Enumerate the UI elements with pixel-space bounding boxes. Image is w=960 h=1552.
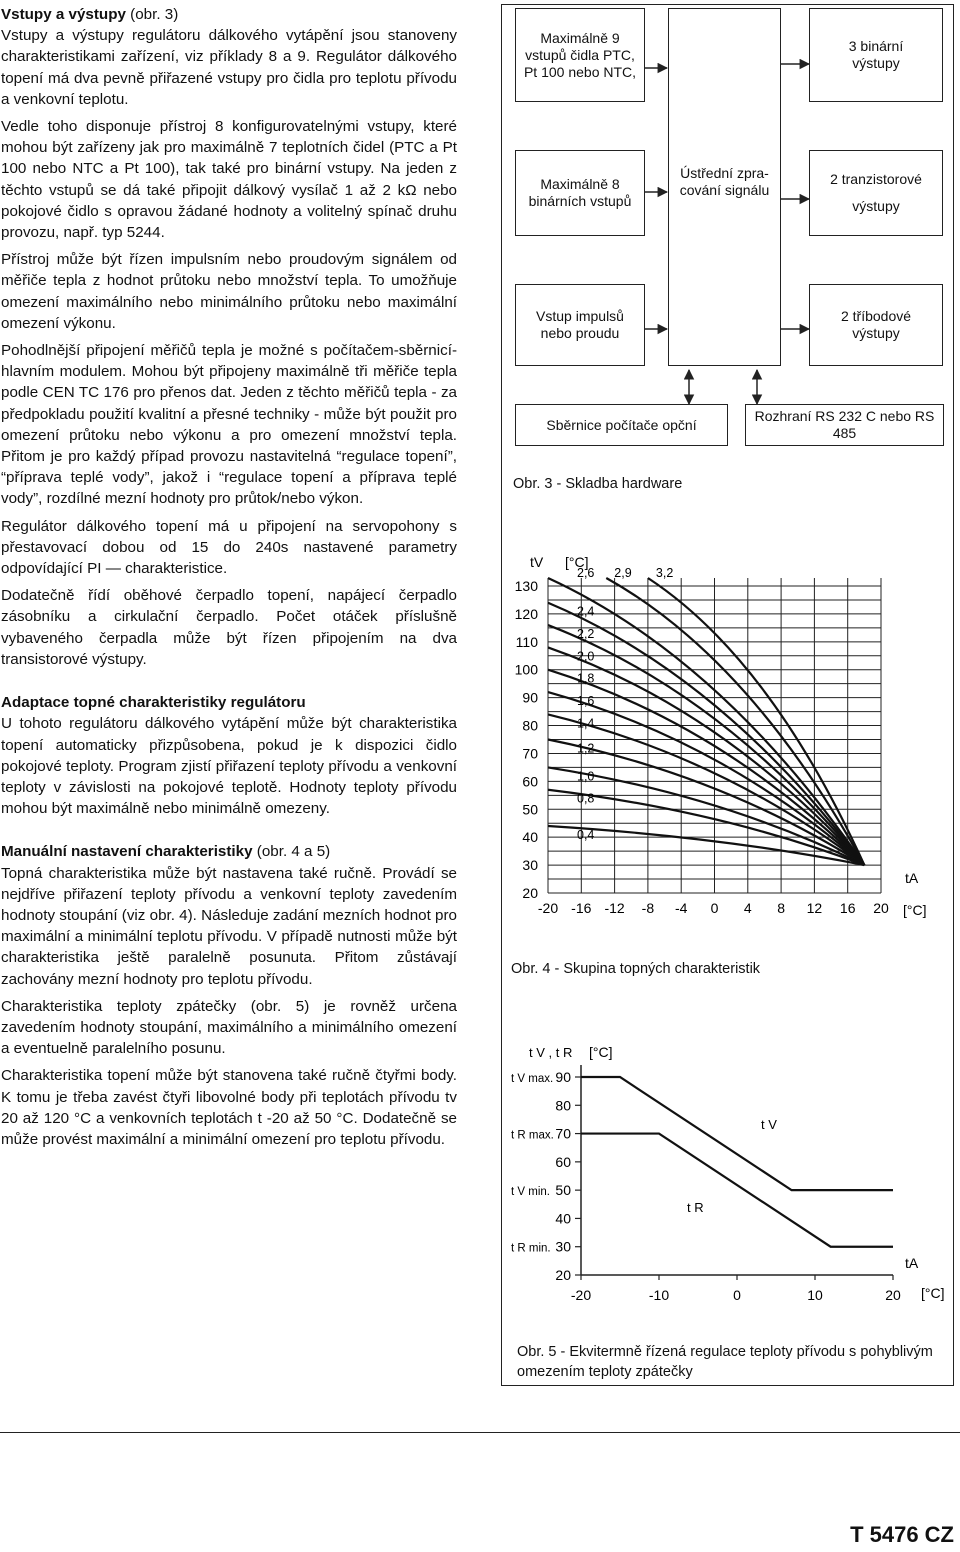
y-tick-label: 40	[555, 1210, 571, 1227]
x-tick-label: -8	[641, 900, 655, 916]
y-axis-label: tV	[530, 554, 544, 570]
paragraph: Vstupy a výstupy regulátoru dálkového vytápění jsou stanoveny charakteristikami zařízení, viz příklady 8 a 9. Regulátor dálkového topení má dva pevně přiřazené vstupy pro čidla pro teplotu přívodu a venkovní teplotu.	[1, 27, 457, 108]
y-axis-unit: [°C]	[589, 1044, 613, 1060]
box-three-point-outputs: 2 tříbodové výstupy	[809, 284, 943, 366]
x-tick-label: 10	[807, 1287, 823, 1303]
y-tick-label: 20	[555, 1267, 571, 1283]
y-limit-label: t V max.	[511, 1073, 554, 1085]
paragraph: U tohoto regulátoru dálkového vytápění může být charakteristika topení automaticky přizpůsobena, pokud je k dispozici čidlo pokojové teploty. Program zjistí přiřazení teploty přívodu a venkovní teploty v závislosti na pokojové teplotě. Hodnoty teploty přívodu mohou být maximálně nebo minimálně omezeny.	[1, 715, 457, 818]
x-tick-label: 0	[733, 1287, 741, 1303]
x-tick-label: -16	[571, 900, 592, 916]
x-tick-label: 0	[710, 900, 719, 916]
box-sensor-inputs: Maximálně 9 vstupů čidla PTC, Pt 100 nebo NTC,	[515, 8, 645, 102]
y-tick-label: 20	[522, 885, 538, 901]
box-rs-interface: Rozhraní RS 232 C nebo RS 485	[745, 404, 944, 446]
x-tick-label: -10	[648, 1287, 670, 1303]
x-tick-label: 8	[777, 900, 785, 916]
curve-slope-label: 1,4	[577, 716, 595, 731]
x-tick-label: -12	[604, 900, 625, 916]
section-title-manual: Manuální nastavení charakteristiky (obr. 4 a 5)	[1, 843, 331, 861]
box-computer-bus: Sběrnice počítače opční	[515, 404, 728, 446]
document-code: T 5476 CZ	[850, 1522, 954, 1547]
figure-4-heating-curves	[501, 548, 954, 948]
x-tick-label: 20	[873, 900, 889, 916]
curve-slope-label: 2,4	[577, 604, 595, 619]
y-axis-unit: [°C]	[565, 554, 589, 570]
y-tick-label: 60	[522, 773, 538, 790]
box-pulse-input: Vstup impulsů nebo proudu	[515, 284, 645, 366]
curve-slope-label: 1,8	[577, 671, 595, 686]
figure-4-caption: Obr. 4 - Skupina topných charakteristik	[511, 961, 761, 977]
y-tick-label: 130	[514, 578, 538, 594]
y-tick-label: 80	[555, 1097, 571, 1114]
curve-slope-label: 1,2	[577, 741, 595, 756]
y-limit-label: t V min.	[511, 1186, 550, 1199]
x-tick-label: -20	[570, 1287, 592, 1303]
y-tick-label: 90	[522, 689, 538, 706]
series-label-tv: t V	[761, 1117, 777, 1132]
curve-slope-label: 1,0	[577, 769, 595, 784]
curve-slope-label: 0,4	[577, 828, 595, 843]
figure-5-return-temperature	[501, 1034, 954, 1314]
y-axis-label: t V , t R	[529, 1045, 573, 1060]
y-tick-label: 40	[522, 829, 538, 846]
series-label-tr: t R	[687, 1200, 704, 1215]
y-tick-label: 100	[514, 661, 538, 678]
heating-curve	[648, 578, 864, 865]
box-transistor-outputs: 2 tranzistorové výstupy	[809, 150, 943, 236]
box-binary-inputs: Maximálně 8 binárních vstupů	[515, 150, 645, 236]
y-tick-label: 90	[555, 1069, 571, 1085]
curve-slope-label: 2,9	[614, 566, 632, 580]
paragraph: Dodatečně řídí oběhové čerpadlo topení, napájecí čerpadlo zásobníku a cirkulační čerpadlo. Počet otáček příslušně vybaveného čerpadla může být řízen připojením na dva transistorové výstupy.	[1, 587, 457, 668]
figure-3-caption: Obr. 3 - Skladba hardware	[513, 476, 683, 492]
curve-slope-label: 0,8	[577, 791, 595, 806]
paragraph: Pohodlnější připojení měřičů tepla je možné s počítačem-sběrnicí-hlavním modulem. Mohou být připojeny maximálně tři měřiče tepla podle CEN TC 176 pro přenos dat. Jeden z těchto měřičů tepla - za předpokladu použití kvalitní a přesné techniky - může být použit pro omezení průtoku nebo výkonu a pro omezení množství tepla. Přitom je pro každý případ provozu nastavitelná “regulace topení”, “příprava teplé vody”, jakož i “regulace topení a příprava teplé vody”, rozdílné mezní hodnoty pro průtok/nebo výkon.	[1, 342, 457, 508]
y-tick-label: 120	[514, 605, 538, 622]
paragraph: Charakteristika teploty zpátečky (obr. 5) je rovněž určena zavedením hodnoty stoupání, maximálního a minimálního omezení a eventuelně paralelního posunu.	[1, 997, 457, 1058]
curve-slope-label: 2,0	[577, 649, 595, 664]
y-tick-label: 60	[555, 1153, 571, 1170]
paragraph: Přístroj může být řízen impulsním nebo proudovým signálem od měřiče tepla z hodnot průtoku nebo množství tepla. To umožňuje omezení maximálního nebo minimálního průtoku nebo maximální omezení výkonu.	[1, 251, 457, 332]
section-title-adaptation: Adaptace topné charakteristiky regulátoru	[1, 694, 306, 712]
paragraph: Vedle toho disponuje přístroj 8 konfigurovatelnými vstupy, které mohou být zařízeny jak pro maximálně 7 teplotních čidel (PTC a Pt 100 nebo NTC a Pt 100), tak také pro binární vstupy. Na jeden z těchto vstupů se dá také připojit dálkový vysílač 1 až 2 kΩ nebo pokojové čidlo s opravou žádané hodnoty a volitelný spínač druhu provozu, např. typ 5244.	[1, 118, 457, 242]
left-text-column	[1, 4, 457, 1156]
y-tick-label: 50	[522, 801, 538, 818]
y-limit-label: t R max.	[511, 1129, 554, 1142]
y-tick-label: 70	[555, 1125, 571, 1142]
x-tick-label: 20	[885, 1287, 901, 1303]
x-tick-label: -4	[674, 900, 688, 916]
curve-slope-label: 2,6	[577, 566, 595, 580]
x-tick-label: 4	[743, 900, 752, 916]
x-axis-unit: [°C]	[921, 1285, 945, 1301]
paragraph: Regulátor dálkového topení má u připojení na servopohony s přestavovací dobou od 15 do 240s nastavené parametry odpovídající PI — charakteristice.	[1, 517, 457, 578]
y-limit-label: t R min.	[511, 1242, 551, 1255]
x-axis-label: tA	[905, 870, 919, 886]
y-tick-label: 70	[522, 745, 538, 762]
x-axis-unit: [°C]	[903, 902, 927, 918]
paragraph: Charakteristika topení může být stanovena také ručně čtyřmi body. K tomu je třeba zavést čtyři libovolné body při teplotách přívodu tv 20 až 120 °C a venkovních teplotách t -20 až 50 °C. Dodatečně se může provést maximální a minimální omezení pro teplotu přívodu.	[1, 1067, 457, 1148]
figure-5-caption: Obr. 5 - Ekvitermně řízená regulace teploty přívodu s pohyblivým omezením teploty zpátečky	[517, 1344, 933, 1380]
box-binary-outputs: 3 binární výstupy	[809, 8, 943, 102]
x-tick-label: 12	[806, 900, 823, 916]
x-axis-label: tA	[905, 1255, 919, 1271]
curve-slope-label: 1,6	[577, 694, 595, 709]
y-tick-label: 30	[555, 1238, 571, 1255]
curve-slope-label: 2,2	[577, 627, 595, 642]
y-tick-label: 50	[555, 1182, 571, 1199]
x-tick-label: -20	[537, 900, 559, 916]
y-tick-label: 80	[522, 717, 538, 734]
paragraph: Topná charakteristika může být nastavena také ručně. Provádí se nejdříve přiřazení teploty přívodu a venkovní teploty zavedením hodnoty stoupání (viz obr. 4). Následuje zadání mezních hodnot pro maximální a minimální teplotu přívodu. V případě nutnosti může být charakteristika ještě paralelně posunuta. Přitom zůstávají zachovány mezní hodnoty pro teplotu přívodu.	[1, 864, 457, 988]
section-title-inputs: Vstupy a výstupy (obr. 3)	[1, 6, 179, 23]
y-tick-label: 30	[522, 857, 538, 874]
box-central-processing: Ústřední zpra- cování signálu	[668, 8, 781, 366]
curve-slope-label: 3,2	[655, 566, 674, 580]
heating-curve	[548, 692, 864, 865]
x-tick-label: 16	[839, 900, 856, 916]
footer-rule	[0, 1432, 960, 1433]
y-tick-label: 110	[515, 633, 538, 650]
